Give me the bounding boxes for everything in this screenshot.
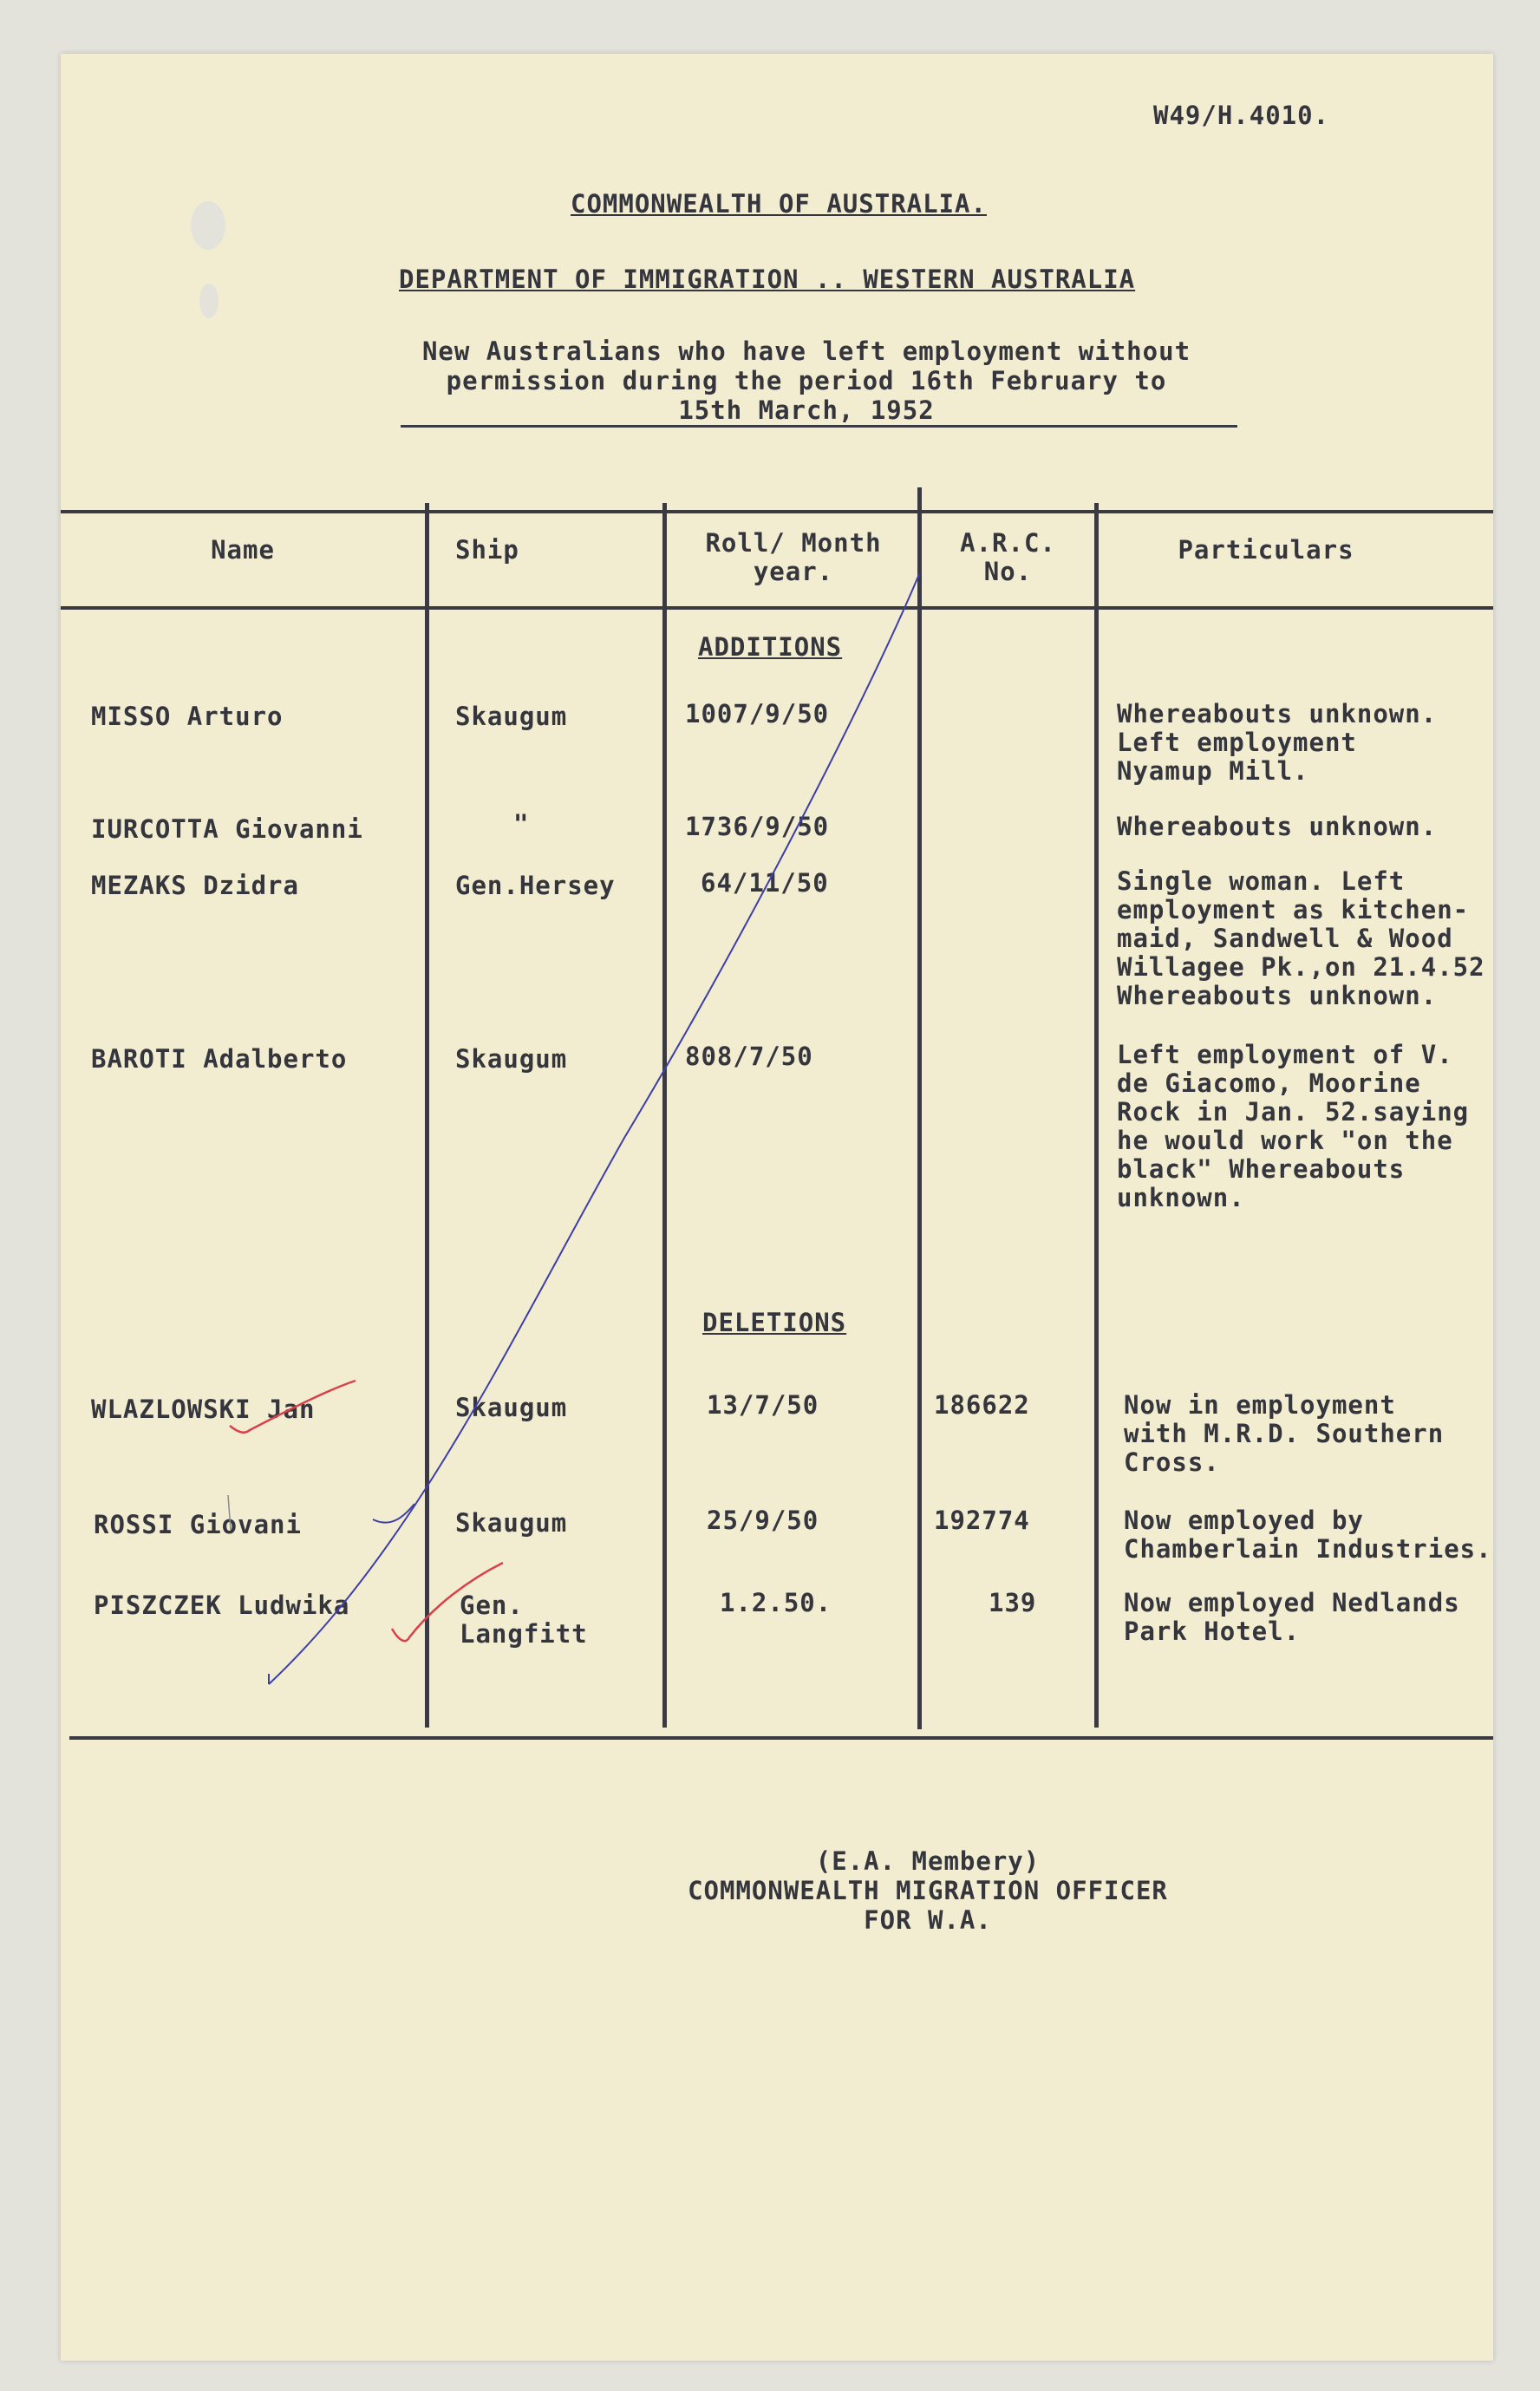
document-page xyxy=(61,54,1493,2361)
additions-label: ADDITIONS xyxy=(698,632,843,662)
row-roll: 1007/9/50 xyxy=(685,699,830,728)
row-particulars: Now employed Nedlands Park Hotel. xyxy=(1124,1588,1460,1646)
row-ship: Gen. Langfitt xyxy=(460,1591,588,1649)
row-name: MEZAKS Dzidra xyxy=(91,871,299,900)
document-heading: COMMONWEALTH OF AUSTRALIA. xyxy=(571,189,987,219)
blue-pencil-line xyxy=(269,574,919,1684)
row-arc: 186622 xyxy=(934,1390,1030,1420)
row-roll: 1.2.50. xyxy=(720,1588,832,1617)
row-name: ROSSI Giovani xyxy=(94,1510,302,1539)
row-particulars: Now employed by Chamberlain Industries. xyxy=(1124,1506,1492,1564)
pencil-stroke xyxy=(228,1495,231,1530)
subtitle-line-2: permission during the period 16th February to xyxy=(446,366,1167,395)
row-name: WLAZLOWSKI Jan xyxy=(91,1395,316,1424)
column-header-ship: Ship xyxy=(455,535,519,565)
row-roll: 64/11/50 xyxy=(701,868,829,898)
column-header-particulars: Particulars xyxy=(1178,535,1354,565)
row-name: PISZCZEK Ludwika xyxy=(94,1591,350,1620)
row-particulars: Whereabouts unknown. xyxy=(1117,812,1438,841)
column-header-arc: A.R.C. No. xyxy=(960,528,1056,586)
department-title: DEPARTMENT OF IMMIGRATION .. WESTERN AUSTRALIA xyxy=(399,265,1136,294)
row-particulars: Whereabouts unknown. Left employment Nyamup Mill. xyxy=(1117,699,1438,786)
row-particulars: Now in employment with M.R.D. Southern Cross. xyxy=(1124,1390,1445,1477)
row-particulars: Left employment of V. de Giacomo, Moorine Rock in Jan. 52.saying he would work "on the black" Whereabouts unknown. xyxy=(1117,1040,1470,1212)
row-name: BAROTI Adalberto xyxy=(91,1044,348,1074)
signature-title: COMMONWEALTH MIGRATION OFFICER xyxy=(688,1876,1168,1905)
row-arc: 192774 xyxy=(934,1506,1030,1535)
row-ship: " xyxy=(513,809,530,839)
row-roll: 13/7/50 xyxy=(707,1390,819,1420)
signature-for: FOR W.A. xyxy=(864,1905,992,1935)
row-roll: 1736/9/50 xyxy=(685,812,830,841)
column-header-name: Name xyxy=(211,535,275,565)
signature-name: (E.A. Membery) xyxy=(815,1846,1041,1876)
red-checkmark xyxy=(230,1381,356,1433)
row-arc: 139 xyxy=(989,1588,1037,1617)
blue-pencil-tick xyxy=(373,1504,414,1523)
subtitle-line-1: New Australians who have left employment without xyxy=(421,336,1191,366)
row-ship: Skaugum xyxy=(455,1044,568,1074)
row-name: MISSO Arturo xyxy=(91,702,284,731)
reference-number: W49/H.4010. xyxy=(1153,101,1330,130)
pencil-annotations xyxy=(61,54,1493,2361)
column-header-roll: Roll/ Month year. xyxy=(705,528,882,586)
row-particulars: Single woman. Left employment as kitchen- maid, Sandwell & Wood Willagee Pk.,on 21.4.52 Whereabouts unknown. xyxy=(1117,866,1485,1010)
deletions-label: DELETIONS xyxy=(702,1308,847,1337)
red-checkmark xyxy=(392,1563,503,1641)
row-roll: 808/7/50 xyxy=(685,1042,813,1071)
row-roll: 25/9/50 xyxy=(707,1506,819,1535)
subtitle-line-3: 15th March, 1952 xyxy=(678,395,935,425)
row-ship: Skaugum xyxy=(455,1393,568,1422)
row-ship: Gen.Hersey xyxy=(455,871,616,900)
row-ship: Skaugum xyxy=(455,1508,568,1538)
row-name: IURCOTTA Giovanni xyxy=(91,814,363,844)
row-ship: Skaugum xyxy=(455,702,568,731)
